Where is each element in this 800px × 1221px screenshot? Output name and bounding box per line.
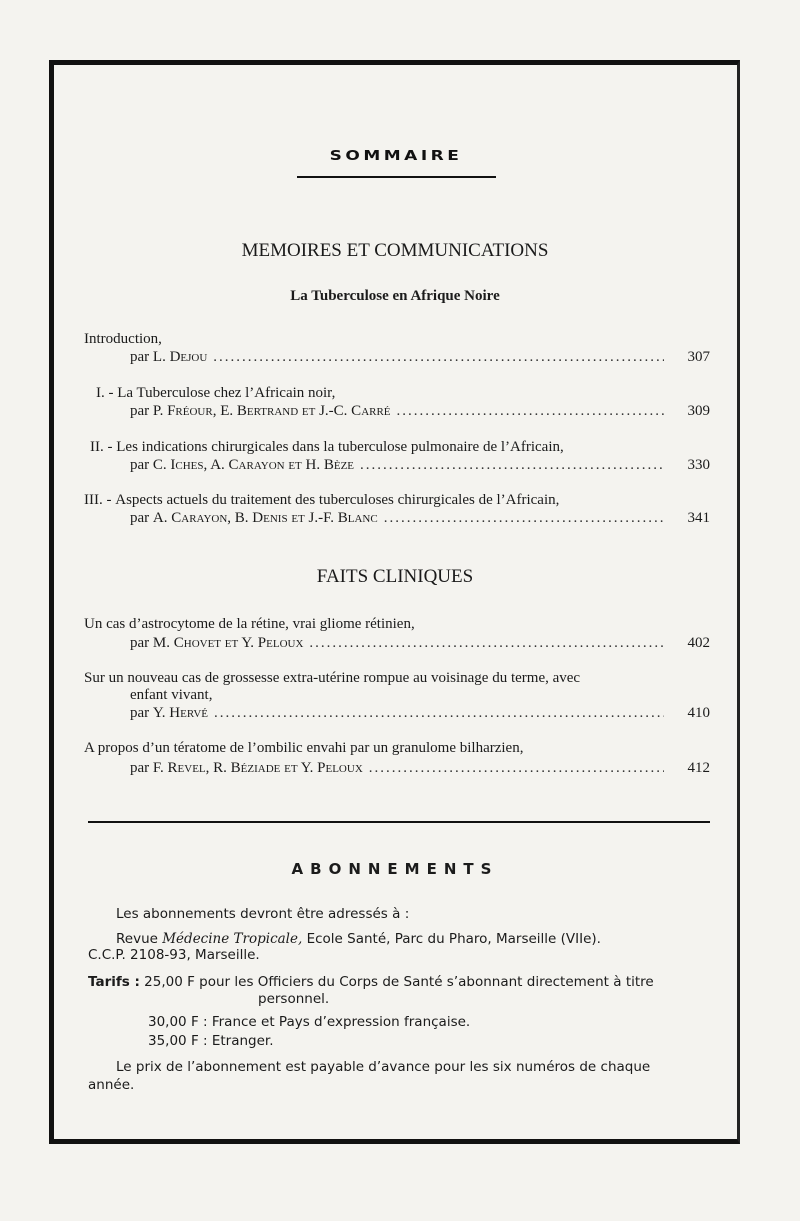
tarif-line-1 — [88, 974, 654, 991]
ccp-line: C.C.P. 2108-93, Marseille. — [88, 947, 260, 963]
toc-page: 412 — [687, 760, 710, 776]
toc-page: 410 — [687, 705, 710, 721]
dot-leader — [384, 509, 664, 527]
faits-title-3: A propos d’un tératome de l’ombilic envahi par un granulome bilharzien, — [84, 740, 524, 756]
toc-title: Aspects actuels du traitement des tuberculoses chirurgicales de l’Africain, — [115, 492, 560, 508]
intro-label: Introduction, — [84, 331, 162, 347]
toc-authors: Y. Hervé — [152, 705, 208, 721]
toc-entry-1 — [130, 402, 710, 420]
toc-authors: C. Iches, A. Carayon et H. Bèze — [152, 457, 355, 473]
toc-by: par — [130, 705, 150, 721]
section-divider — [88, 821, 710, 823]
toc-entry-3 — [130, 509, 710, 527]
toc-page: 402 — [687, 635, 710, 651]
toc-by: par — [130, 760, 150, 776]
address-prefix: Revue — [116, 931, 158, 947]
toc-entry-2 — [130, 456, 710, 474]
dot-leader — [360, 456, 664, 474]
toc-authors: P. Fréour, E. Bertrand et J.-C. Carré — [152, 403, 391, 419]
toc-by: par — [130, 349, 150, 365]
dot-leader — [214, 704, 664, 722]
faits-entry-3 — [130, 759, 710, 777]
faits-entry-2 — [130, 704, 710, 722]
faits-title-1: Un cas d’astrocytome de la rétine, vrai gliome rétinien, — [84, 616, 415, 632]
faits-heading: FAITS CLINIQUES — [316, 566, 474, 587]
toc-page: 309 — [687, 403, 710, 419]
tarif-line-2: 30,00 F : France et Pays d’expression française. — [148, 1014, 471, 1030]
journal-name: Médecine Tropicale, — [162, 931, 303, 947]
toc-by: par — [130, 635, 150, 651]
toc-page: 341 — [687, 510, 710, 526]
address-rest: Ecole Santé, Parc du Pharo, Marseille (VIIe). — [306, 931, 601, 947]
toc-by: par — [130, 403, 150, 419]
tarif-1: 25,00 F pour les Officiers du Corps de Santé s’abonnant directement à titre — [144, 974, 654, 990]
toc-page: 307 — [687, 349, 710, 365]
payment-note: Le prix de l’abonnement est payable d’avance pour les six numéros de chaque — [116, 1059, 651, 1075]
tarif-line-1b: personnel. — [258, 991, 330, 1007]
tarifs-label: Tarifs : — [88, 974, 140, 990]
toc-number: II. - — [90, 439, 113, 455]
toc-authors: A. Carayon, B. Denis et J.-F. Blanc — [152, 510, 378, 526]
toc-page: 330 — [687, 457, 710, 473]
abonnements-heading: ABONNEMENTS — [291, 860, 499, 878]
toc-authors: F. Revel, R. Béziade et Y. Peloux — [152, 760, 363, 776]
toc-entry-intro — [130, 348, 710, 366]
sommaire-title: SOMMAIRE — [329, 148, 463, 164]
toc-by: par — [130, 457, 150, 473]
toc-title-1 — [96, 384, 335, 402]
toc-title-3 — [84, 491, 559, 509]
faits-title-2: Sur un nouveau cas de grossesse extra-utérine rompue au voisinage du terme, avec — [84, 670, 581, 686]
dot-leader — [397, 402, 664, 420]
memoires-heading: MEMOIRES ET COMMUNICATIONS — [241, 240, 549, 261]
memoires-subheading: La Tuberculose en Afrique Noire — [290, 288, 500, 304]
toc-authors: M. Chovet et Y. Peloux — [152, 635, 304, 651]
dot-leader — [213, 348, 664, 366]
toc-authors: L. Dejou — [152, 349, 208, 365]
title-underline — [297, 176, 496, 178]
payment-note-2: année. — [88, 1077, 135, 1093]
toc-title: La Tuberculose chez l’Africain noir, — [117, 385, 336, 401]
toc-by: par — [130, 510, 150, 526]
faits-entry-1 — [130, 634, 710, 652]
toc-number: III. - — [84, 492, 112, 508]
toc-title-2 — [90, 438, 564, 456]
tarif-line-3: 35,00 F : Etranger. — [148, 1033, 274, 1049]
abonnements-intro: Les abonnements devront être adressés à : — [116, 906, 410, 922]
toc-number: I. - — [96, 385, 114, 401]
faits-title-2b: enfant vivant, — [130, 687, 213, 703]
dot-leader — [309, 634, 664, 652]
toc-title: Les indications chirurgicales dans la tuberculose pulmonaire de l’Africain, — [116, 439, 564, 455]
dot-leader — [369, 759, 664, 777]
abonnements-address — [116, 931, 601, 948]
